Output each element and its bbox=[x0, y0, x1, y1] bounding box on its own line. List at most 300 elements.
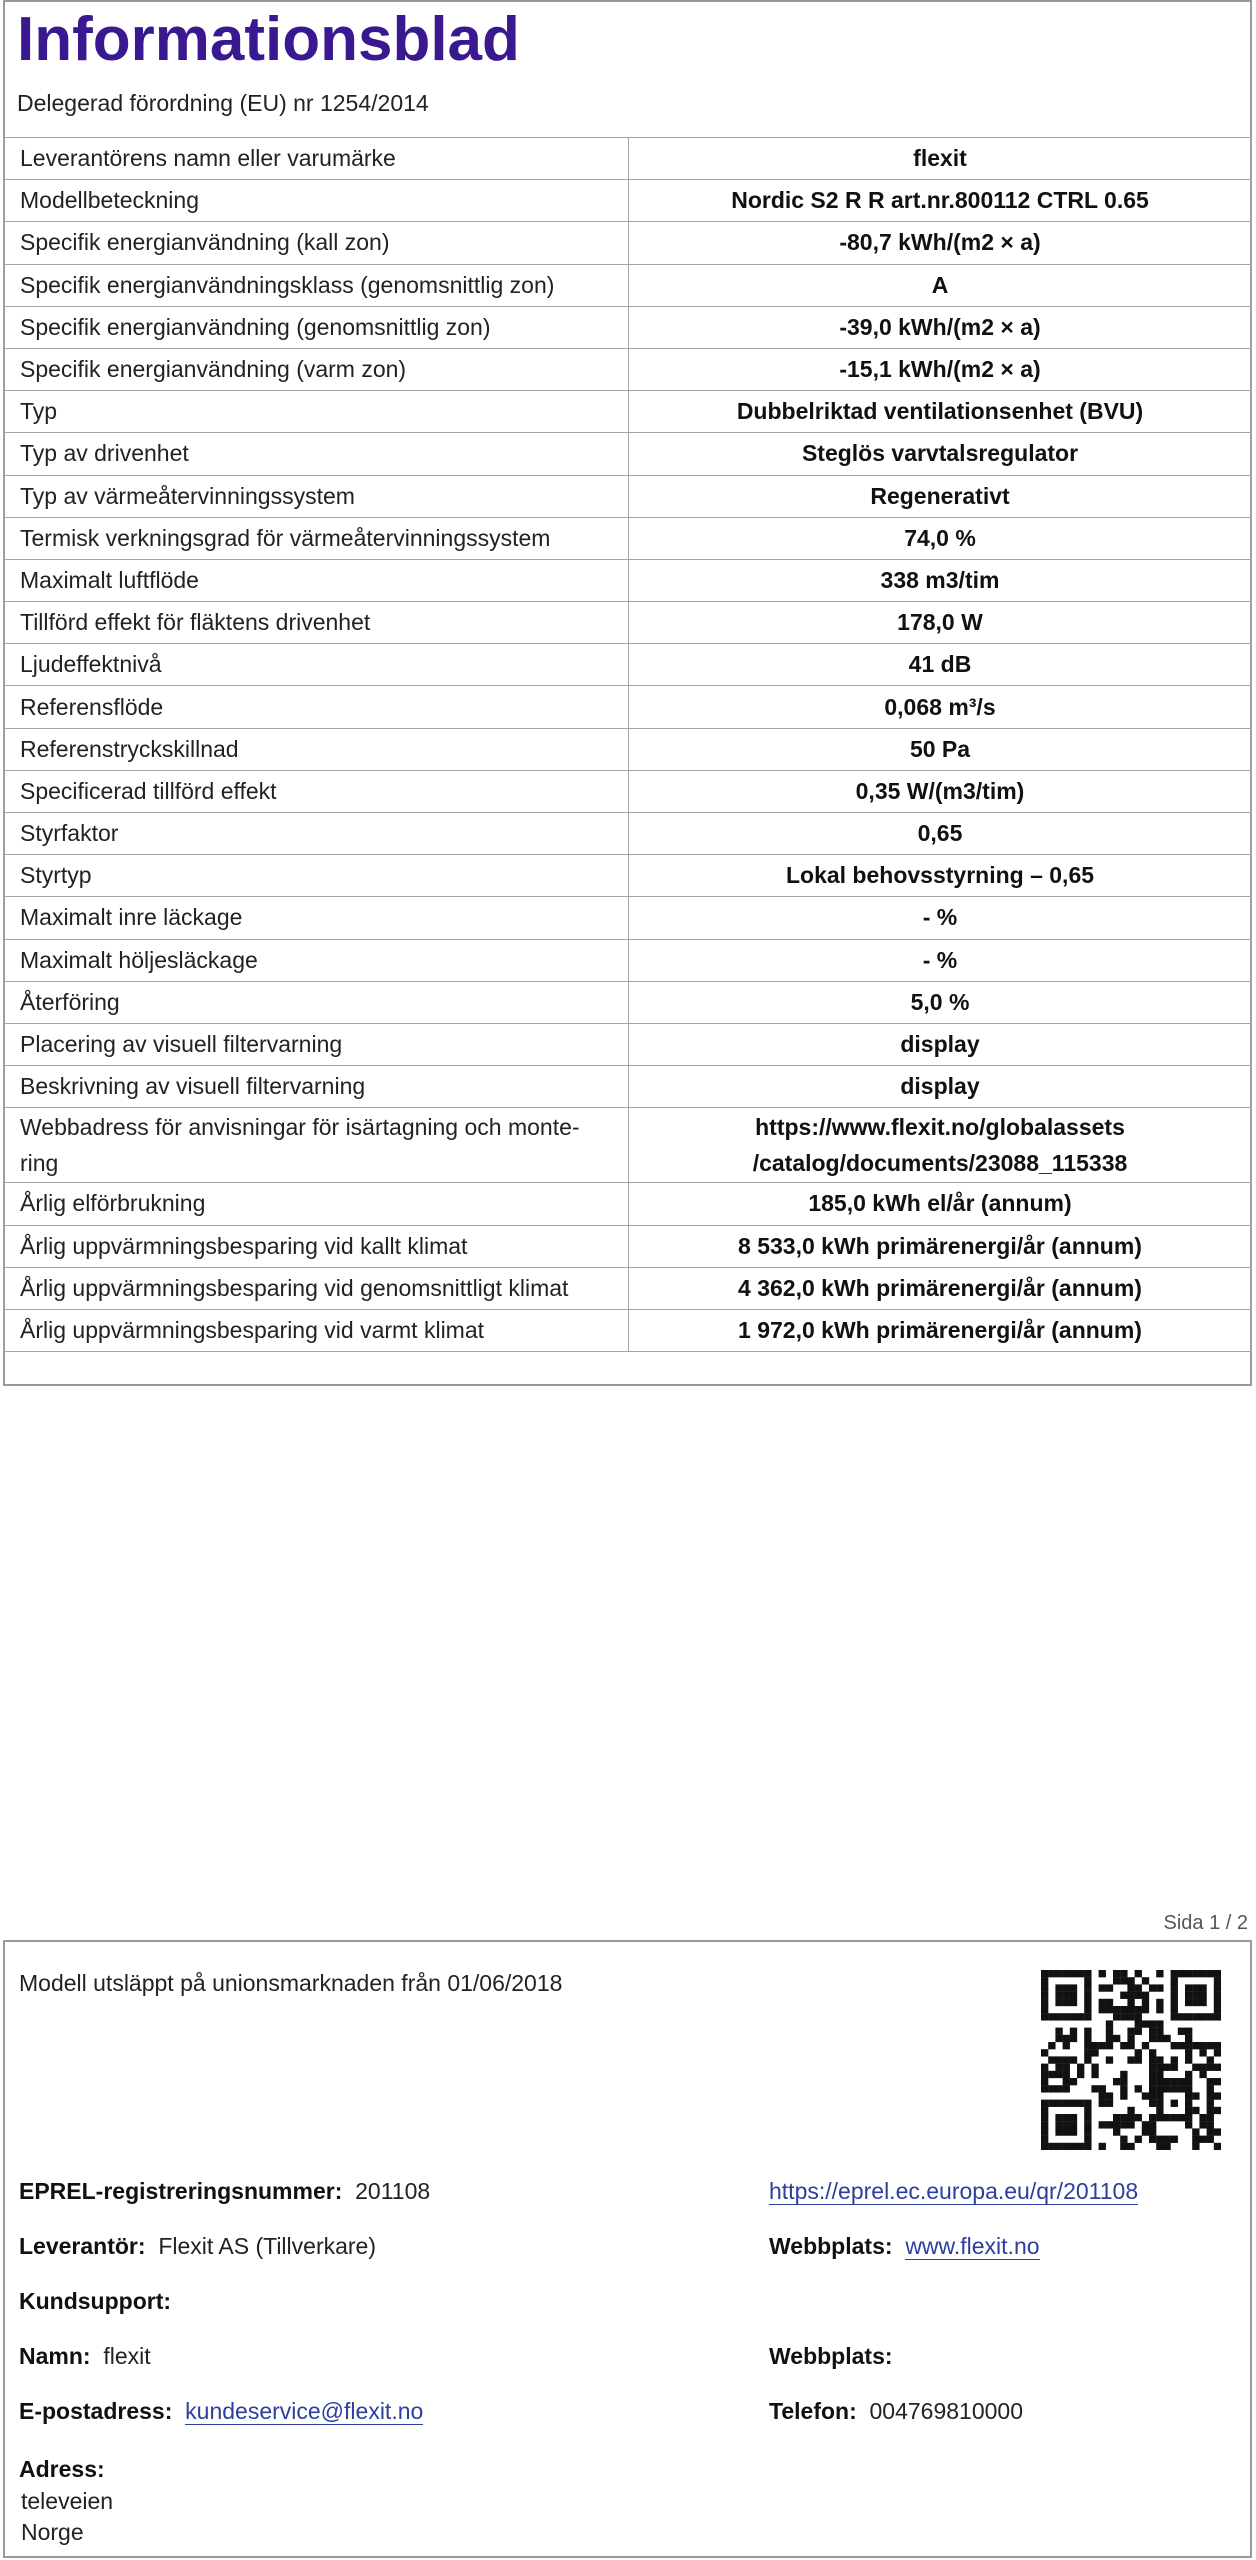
qr-module bbox=[1192, 2042, 1199, 2049]
phone-row bbox=[769, 2398, 1023, 2425]
footer-box bbox=[3, 1940, 1252, 2558]
qr-module bbox=[1192, 2107, 1199, 2114]
spec-table bbox=[3, 137, 1252, 1352]
qr-module bbox=[1084, 1984, 1091, 1991]
eprel-value: 201108 bbox=[355, 2178, 431, 2204]
qr-module bbox=[1171, 2042, 1178, 2049]
qr-module bbox=[1142, 1999, 1149, 2006]
spec-row bbox=[4, 770, 1252, 812]
spec-label: Årlig uppvärmningsbesparing vid genomsnittligt klimat bbox=[4, 1267, 629, 1309]
qr-module bbox=[1156, 1984, 1163, 1991]
spec-label: Maximalt inre läckage bbox=[4, 897, 629, 939]
qr-module bbox=[1185, 2114, 1192, 2121]
spec-row bbox=[4, 264, 1252, 306]
qr-module bbox=[1149, 2049, 1156, 2056]
qr-module bbox=[1084, 2114, 1091, 2121]
spec-row bbox=[4, 517, 1252, 559]
qr-module bbox=[1214, 2049, 1221, 2056]
qr-module bbox=[1077, 2064, 1084, 2071]
eprel-link-row bbox=[769, 2178, 1138, 2205]
support-label: Kundsupport: bbox=[19, 2288, 172, 2314]
qr-module bbox=[1070, 1992, 1077, 1999]
qr-module bbox=[1214, 1984, 1221, 1991]
qr-module bbox=[1070, 2013, 1077, 2020]
qr-module bbox=[1199, 1970, 1206, 1977]
qr-module bbox=[1120, 2071, 1127, 2078]
spec-row bbox=[4, 559, 1252, 601]
qr-module bbox=[1070, 1984, 1077, 1991]
qr-module bbox=[1156, 2056, 1163, 2063]
email-link[interactable]: kundeservice@flexit.no bbox=[185, 2398, 424, 2424]
qr-module bbox=[1070, 2121, 1077, 2128]
qr-module bbox=[1070, 2143, 1077, 2150]
spec-label-line: ring bbox=[20, 1150, 59, 1177]
spec-label: Återföring bbox=[4, 981, 629, 1023]
website-label: Webbplats: bbox=[769, 2233, 893, 2259]
qr-module bbox=[1135, 2013, 1142, 2020]
qr-module bbox=[1178, 2042, 1185, 2049]
qr-module bbox=[1120, 2042, 1127, 2049]
qr-module bbox=[1084, 2035, 1091, 2042]
spec-value: -15,1 kWh/(m2 × a) bbox=[629, 348, 1252, 390]
spec-value-line: /catalog/documents/23088_115338 bbox=[752, 1150, 1128, 1177]
qr-module bbox=[1055, 2114, 1062, 2121]
qr-module bbox=[1142, 1977, 1149, 1984]
qr-module bbox=[1077, 2071, 1084, 2078]
qr-module bbox=[1192, 2136, 1199, 2143]
eprel-link[interactable]: https://eprel.ec.europa.eu/qr/201108 bbox=[769, 2178, 1139, 2204]
spec-row bbox=[4, 222, 1252, 264]
qr-module bbox=[1048, 1970, 1055, 1977]
qr-module bbox=[1199, 2064, 1206, 2071]
qr-module bbox=[1055, 2121, 1062, 2128]
qr-module bbox=[1207, 2078, 1214, 2085]
qr-module bbox=[1185, 2107, 1192, 2114]
qr-module bbox=[1120, 2078, 1127, 2085]
qr-module bbox=[1156, 2136, 1163, 2143]
qr-module bbox=[1084, 1999, 1091, 2006]
website-link[interactable]: www.flexit.no bbox=[905, 2233, 1040, 2259]
email-row bbox=[19, 2398, 423, 2425]
qr-module bbox=[1070, 2035, 1077, 2042]
qr-module bbox=[1135, 1992, 1142, 1999]
spec-row bbox=[4, 981, 1252, 1023]
spec-value: 41 dB bbox=[629, 644, 1252, 686]
qr-module bbox=[1127, 2028, 1134, 2035]
spec-value: - % bbox=[629, 897, 1252, 939]
qr-module bbox=[1120, 1970, 1127, 1977]
qr-module bbox=[1156, 2028, 1163, 2035]
spec-value: 4 362,0 kWh primärenergi/år (annum) bbox=[629, 1267, 1252, 1309]
qr-module bbox=[1041, 2013, 1048, 2020]
qr-module bbox=[1156, 2064, 1163, 2071]
qr-code-icon bbox=[1041, 1970, 1221, 2150]
spec-value: - % bbox=[629, 939, 1252, 981]
spec-label: Styrtyp bbox=[4, 855, 629, 897]
spec-label: Termisk verkningsgrad för värmeåtervinningssystem bbox=[4, 517, 629, 559]
qr-module bbox=[1149, 2085, 1156, 2092]
qr-module bbox=[1055, 2035, 1062, 2042]
qr-module bbox=[1113, 1977, 1120, 1984]
qr-module bbox=[1185, 2071, 1192, 2078]
qr-module bbox=[1041, 1970, 1048, 1977]
qr-module bbox=[1185, 2049, 1192, 2056]
qr-module bbox=[1199, 2049, 1206, 2056]
qr-module bbox=[1163, 2085, 1170, 2092]
spec-row bbox=[4, 433, 1252, 475]
qr-module bbox=[1070, 2114, 1077, 2121]
qr-module bbox=[1207, 2013, 1214, 2020]
support-row bbox=[19, 2288, 171, 2315]
qr-module bbox=[1207, 2042, 1214, 2049]
website-row bbox=[769, 2233, 1040, 2260]
qr-module bbox=[1142, 2128, 1149, 2135]
spec-row bbox=[4, 1183, 1252, 1225]
qr-module bbox=[1099, 2006, 1106, 2013]
spec-label: Ljudeffektnivå bbox=[4, 644, 629, 686]
qr-module bbox=[1149, 2035, 1156, 2042]
qr-module bbox=[1149, 2092, 1156, 2099]
qr-module bbox=[1099, 2085, 1106, 2092]
spec-label: Specifik energianvändning (kall zon) bbox=[4, 222, 629, 264]
qr-module bbox=[1055, 2028, 1062, 2035]
qr-module bbox=[1063, 2071, 1070, 2078]
qr-module bbox=[1171, 2078, 1178, 2085]
qr-module bbox=[1192, 1970, 1199, 1977]
spec-value: -80,7 kWh/(m2 × a) bbox=[629, 222, 1252, 264]
spec-label-line: Webbadress för anvisningar för isärtagning och monte- bbox=[20, 1114, 580, 1141]
qr-module bbox=[1070, 1999, 1077, 2006]
spec-label: Årlig uppvärmningsbesparing vid varmt klimat bbox=[4, 1309, 629, 1351]
spec-label: Referensflöde bbox=[4, 686, 629, 728]
spec-value: 185,0 kWh el/år (annum) bbox=[629, 1183, 1252, 1225]
qr-module bbox=[1113, 2128, 1120, 2135]
qr-module bbox=[1055, 2100, 1062, 2107]
qr-module bbox=[1163, 2078, 1170, 2085]
qr-module bbox=[1171, 1999, 1178, 2006]
qr-module bbox=[1156, 2107, 1163, 2114]
qr-module bbox=[1070, 2078, 1077, 2085]
qr-module bbox=[1120, 2114, 1127, 2121]
page-title: Informationsblad bbox=[17, 5, 520, 74]
qr-module bbox=[1156, 2114, 1163, 2121]
qr-module bbox=[1142, 2092, 1149, 2099]
spec-row bbox=[4, 138, 1252, 180]
spec-value: display bbox=[629, 1066, 1252, 1108]
address-line-2: Norge bbox=[21, 2519, 84, 2545]
qr-module bbox=[1041, 2143, 1048, 2150]
qr-module bbox=[1127, 1984, 1134, 1991]
qr-module bbox=[1199, 2114, 1206, 2121]
spec-value: 0,068 m³/s bbox=[629, 686, 1252, 728]
spec-label: Maximalt luftflöde bbox=[4, 559, 629, 601]
qr-module bbox=[1156, 2085, 1163, 2092]
qr-module bbox=[1192, 2064, 1199, 2071]
qr-module bbox=[1055, 2143, 1062, 2150]
qr-module bbox=[1127, 1992, 1134, 1999]
qr-module bbox=[1214, 2042, 1221, 2049]
qr-module bbox=[1199, 1984, 1206, 1991]
supplier-value: Flexit AS (Tillverkare) bbox=[158, 2233, 377, 2259]
qr-module bbox=[1156, 2143, 1163, 2150]
qr-module bbox=[1207, 2128, 1214, 2135]
qr-module bbox=[1199, 1992, 1206, 1999]
qr-module bbox=[1207, 2085, 1214, 2092]
spec-row bbox=[4, 1267, 1252, 1309]
spec-row bbox=[4, 897, 1252, 939]
qr-module bbox=[1142, 2121, 1149, 2128]
spec-label: Typ av värmeåtervinningssystem bbox=[4, 475, 629, 517]
qr-module bbox=[1185, 2028, 1192, 2035]
qr-module bbox=[1048, 2071, 1055, 2078]
qr-module bbox=[1048, 2100, 1055, 2107]
qr-module bbox=[1084, 2013, 1091, 2020]
qr-module bbox=[1041, 2128, 1048, 2135]
qr-module bbox=[1063, 1999, 1070, 2006]
qr-module bbox=[1207, 2092, 1214, 2099]
qr-module bbox=[1149, 2078, 1156, 2085]
qr-module bbox=[1041, 1977, 1048, 1984]
qr-module bbox=[1163, 2136, 1170, 2143]
name-label: Namn: bbox=[19, 2343, 91, 2369]
qr-module bbox=[1113, 2035, 1120, 2042]
qr-module bbox=[1214, 1992, 1221, 1999]
qr-module bbox=[1214, 1977, 1221, 1984]
qr-module bbox=[1048, 2085, 1055, 2092]
spec-value: Nordic S2 R R art.nr.800112 CTRL 0.65 bbox=[629, 180, 1252, 222]
qr-module bbox=[1106, 2100, 1113, 2107]
qr-module bbox=[1192, 1999, 1199, 2006]
qr-module bbox=[1070, 2056, 1077, 2063]
qr-module bbox=[1084, 2028, 1091, 2035]
qr-module bbox=[1077, 1970, 1084, 1977]
qr-module bbox=[1135, 2028, 1142, 2035]
spec-value: -39,0 kWh/(m2 × a) bbox=[629, 306, 1252, 348]
qr-module bbox=[1185, 2042, 1192, 2049]
spec-value: 0,35 W/(m3/tim) bbox=[629, 770, 1252, 812]
qr-module bbox=[1135, 2006, 1142, 2013]
qr-module bbox=[1135, 2056, 1142, 2063]
qr-module bbox=[1149, 2121, 1156, 2128]
qr-module bbox=[1084, 2121, 1091, 2128]
qr-module bbox=[1135, 2049, 1142, 2056]
qr-module bbox=[1041, 1984, 1048, 1991]
qr-module bbox=[1120, 2143, 1127, 2150]
qr-module bbox=[1055, 2128, 1062, 2135]
qr-module bbox=[1099, 1970, 1106, 1977]
qr-module bbox=[1120, 2136, 1127, 2143]
qr-module bbox=[1135, 1970, 1142, 1977]
spec-value: flexit bbox=[629, 138, 1252, 180]
spec-label: Beskrivning av visuell filtervarning bbox=[4, 1066, 629, 1108]
eprel-label: EPREL-registreringsnummer: bbox=[19, 2178, 343, 2204]
qr-module bbox=[1063, 2121, 1070, 2128]
qr-module bbox=[1142, 1992, 1149, 1999]
qr-module bbox=[1041, 1999, 1048, 2006]
address-row bbox=[19, 2456, 105, 2483]
qr-module bbox=[1185, 1970, 1192, 1977]
qr-module bbox=[1070, 2128, 1077, 2135]
qr-module bbox=[1207, 2107, 1214, 2114]
qr-module bbox=[1135, 1984, 1142, 1991]
qr-module bbox=[1063, 1992, 1070, 1999]
qr-module bbox=[1113, 2078, 1120, 2085]
qr-module bbox=[1207, 2100, 1214, 2107]
spec-row-web-address bbox=[4, 1108, 1252, 1183]
spec-value: 8 533,0 kWh primärenergi/år (annum) bbox=[629, 1225, 1252, 1267]
spec-value-line: https://www.flexit.no/globalassets bbox=[755, 1114, 1125, 1141]
qr-module bbox=[1156, 2100, 1163, 2107]
qr-module bbox=[1214, 2006, 1221, 2013]
qr-module bbox=[1070, 1970, 1077, 1977]
qr-module bbox=[1199, 2136, 1206, 2143]
qr-module bbox=[1185, 2100, 1192, 2107]
qr-module bbox=[1171, 2136, 1178, 2143]
qr-module bbox=[1077, 2013, 1084, 2020]
qr-module bbox=[1149, 2128, 1156, 2135]
phone-label: Telefon: bbox=[769, 2398, 857, 2424]
qr-module bbox=[1156, 1970, 1163, 1977]
qr-module bbox=[1192, 1984, 1199, 1991]
qr-module bbox=[1084, 2006, 1091, 2013]
qr-module bbox=[1192, 2143, 1199, 2150]
spec-label: Specifik energianvändning (genomsnittlig zon) bbox=[4, 306, 629, 348]
qr-module bbox=[1156, 2071, 1163, 2078]
qr-module bbox=[1091, 2071, 1098, 2078]
qr-module bbox=[1185, 2085, 1192, 2092]
qr-module bbox=[1099, 2042, 1106, 2049]
qr-module bbox=[1127, 2121, 1134, 2128]
qr-module bbox=[1178, 2078, 1185, 2085]
spec-row bbox=[4, 475, 1252, 517]
qr-module bbox=[1041, 2071, 1048, 2078]
qr-module bbox=[1106, 2020, 1113, 2027]
qr-module bbox=[1163, 2035, 1170, 2042]
qr-module bbox=[1099, 1984, 1106, 1991]
spec-value: display bbox=[629, 1023, 1252, 1065]
qr-module bbox=[1041, 2121, 1048, 2128]
qr-module bbox=[1185, 2035, 1192, 2042]
qr-module bbox=[1055, 1999, 1062, 2006]
qr-module bbox=[1207, 2056, 1214, 2063]
spec-row bbox=[4, 391, 1252, 433]
qr-module bbox=[1041, 2064, 1048, 2071]
spec-value: 50 Pa bbox=[629, 728, 1252, 770]
qr-module bbox=[1063, 1970, 1070, 1977]
spec-row bbox=[4, 1225, 1252, 1267]
qr-module bbox=[1199, 2071, 1206, 2078]
spec-label: Maximalt höljesläckage bbox=[4, 939, 629, 981]
qr-module bbox=[1113, 2121, 1120, 2128]
qr-module bbox=[1171, 2114, 1178, 2121]
spec-label: Årlig uppvärmningsbesparing vid kallt klimat bbox=[4, 1225, 629, 1267]
qr-module bbox=[1127, 1977, 1134, 1984]
qr-module bbox=[1207, 2121, 1214, 2128]
qr-module bbox=[1113, 2114, 1120, 2121]
qr-module bbox=[1156, 2092, 1163, 2099]
qr-module bbox=[1214, 2064, 1221, 2071]
qr-module bbox=[1055, 2056, 1062, 2063]
spec-label: Specificerad tillförd effekt bbox=[4, 770, 629, 812]
qr-module bbox=[1120, 2085, 1127, 2092]
qr-module bbox=[1120, 1977, 1127, 1984]
qr-module bbox=[1099, 2143, 1106, 2150]
qr-module bbox=[1077, 2100, 1084, 2107]
qr-module bbox=[1063, 2056, 1070, 2063]
spec-label: Modellbeteckning bbox=[4, 180, 629, 222]
qr-module bbox=[1199, 2042, 1206, 2049]
qr-module bbox=[1127, 2107, 1134, 2114]
qr-module bbox=[1214, 2143, 1221, 2150]
spec-value: Lokal behovsstyrning – 0,65 bbox=[629, 855, 1252, 897]
qr-module bbox=[1106, 2028, 1113, 2035]
qr-module bbox=[1178, 2028, 1185, 2035]
qr-module bbox=[1207, 2064, 1214, 2071]
qr-module bbox=[1041, 2085, 1048, 2092]
spec-value: 0,65 bbox=[629, 813, 1252, 855]
qr-module bbox=[1142, 2006, 1149, 2013]
qr-module bbox=[1171, 2006, 1178, 2013]
spec-label: Styrfaktor bbox=[4, 813, 629, 855]
qr-module bbox=[1185, 2078, 1192, 2085]
qr-module bbox=[1207, 1970, 1214, 1977]
qr-module bbox=[1127, 2035, 1134, 2042]
qr-module bbox=[1048, 2056, 1055, 2063]
qr-module bbox=[1106, 2121, 1113, 2128]
qr-module bbox=[1149, 1984, 1156, 1991]
spec-row bbox=[4, 1066, 1252, 1108]
qr-module bbox=[1135, 2136, 1142, 2143]
qr-module bbox=[1171, 2056, 1178, 2063]
qr-module bbox=[1156, 2035, 1163, 2042]
qr-module bbox=[1185, 1992, 1192, 1999]
qr-module bbox=[1178, 1970, 1185, 1977]
website2-row bbox=[769, 2343, 893, 2370]
qr-module bbox=[1120, 2121, 1127, 2128]
qr-module bbox=[1199, 2013, 1206, 2020]
qr-module bbox=[1185, 2056, 1192, 2063]
spec-row bbox=[4, 728, 1252, 770]
spec-label: Placering av visuell filtervarning bbox=[4, 1023, 629, 1065]
qr-module bbox=[1163, 2064, 1170, 2071]
qr-module bbox=[1149, 2114, 1156, 2121]
qr-module bbox=[1063, 2128, 1070, 2135]
spec-row bbox=[4, 686, 1252, 728]
qr-module bbox=[1171, 2064, 1178, 2071]
qr-module bbox=[1063, 2064, 1070, 2071]
spec-value: 5,0 % bbox=[629, 981, 1252, 1023]
qr-module bbox=[1084, 2049, 1091, 2056]
spec-label: Leverantörens namn eller varumärke bbox=[4, 138, 629, 180]
qr-module bbox=[1149, 2020, 1156, 2027]
qr-module bbox=[1063, 2100, 1070, 2107]
qr-module bbox=[1063, 2143, 1070, 2150]
qr-module bbox=[1106, 1999, 1113, 2006]
qr-module bbox=[1127, 1999, 1134, 2006]
qr-module bbox=[1178, 2085, 1185, 2092]
qr-module bbox=[1192, 1992, 1199, 1999]
qr-module bbox=[1120, 1992, 1127, 1999]
qr-module bbox=[1055, 1984, 1062, 1991]
qr-module bbox=[1099, 1999, 1106, 2006]
qr-module bbox=[1063, 2085, 1070, 2092]
qr-module bbox=[1171, 2013, 1178, 2020]
qr-module bbox=[1084, 1992, 1091, 1999]
spec-value-web-address[interactable] bbox=[629, 1108, 1252, 1183]
spec-value: 1 972,0 kWh primärenergi/år (annum) bbox=[629, 1309, 1252, 1351]
qr-module bbox=[1099, 2121, 1106, 2128]
qr-module bbox=[1207, 2114, 1214, 2121]
